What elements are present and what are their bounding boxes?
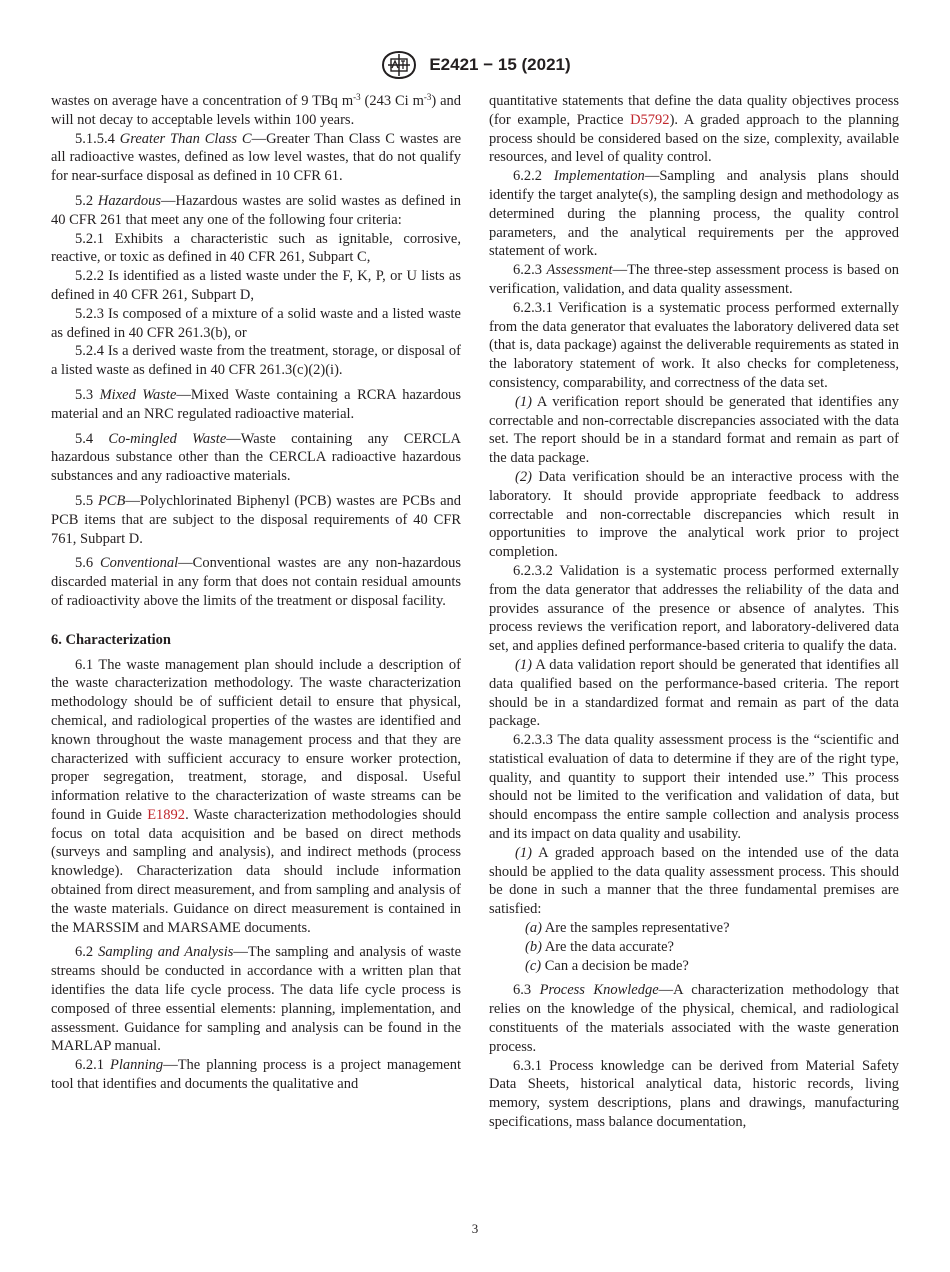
paragraph-5-3: 5.3 Mixed Waste—Mixed Waste containing a RCRA hazardous material and an NRC regulated radioactive material. [51,386,461,422]
left-column [51,92,461,1094]
paragraph-5-2-1: 5.2.1 Exhibits a characteristic such as ignitable, corrosive, reactive, or toxic as defined in 40 CFR 261, Subpart C, [51,230,461,266]
paragraph-5-1-5-4: 5.1.5.4 Greater Than Class C—Greater Than Class C wastes are all radioactive wastes, defined as low level wastes, that do not qualify for near-surface disposal as defined in 10 CFR 61. [51,130,462,185]
paragraph-6-2-3-1-item-2: (2) Data verification should be an interactive process with the laboratory. It should provide appropriate feedback to address correctable and non-correctable discrepancies which result in opportunities to improve the analytical work prior to project completion. [489,468,899,561]
standard-designation: E2421 − 15 (2021) [429,55,571,74]
list-item-b: (b) Are the data accurate? [525,938,674,955]
astm-logo-icon [379,50,419,80]
paragraph-5-2-4: 5.2.4 Is a derived waste from the treatment, storage, or disposal of a listed waste as defined in 40 CFR 261.3(c)(2)(i). [51,343,461,379]
paragraph-6-2-1-continued: quantitative statements that define the data quality objectives process (for example, Practice D5792). A graded approach to the planning process should be considered based on the size, complexity, available resources, and level of quality control. [489,93,900,166]
list-item-a: (a) Are the samples representative? [525,920,730,937]
paragraph-6-2-3-2: 6.2.3.2 Validation is a systematic process performed externally from the data generator that addresses the reliability of the data and provides assurance of the presence or absence of analytes. This process reviews the verification report, and laboratory-delivered data set, and applies defined performance-based criteria to qualify the data. [489,562,899,655]
paragraph-5-2-3: 5.2.3 Is composed of a mixture of a solid waste and a listed waste as defined in 40 CFR 261.3(b), or [51,305,461,341]
paragraph-6-2-3-1: 6.2.3.1 Verification is a systematic process performed externally from the data generator that evaluates the laboratory delivered data set (that is, data package) against the deliverable requirements as stated in the laboratory statement of work. It also checks for completeness, consistency, comparability, and correctness of the data set. [489,299,899,391]
paragraph-6-2-1: 6.2.1 Planning—The planning process is a project management tool that identifies and documents the qualitative and [51,1057,461,1093]
page-number: 3 [471,1221,479,1236]
paragraph-5-6: 5.6 Conventional—Conventional wastes are any non-hazardous discarded material in any form that does not contain residual amounts of radioactivity above the limits of the treatment or disposal facility. [51,555,461,609]
paragraph-6-3: 6.3 Process Knowledge—A characterization methodology that relies on the knowledge of the physical, chemical, and radiological constituents of the materials associated with the waste generation process. [489,982,899,1055]
paragraph-6-1: 6.1 The waste management plan should include a description of the waste characterization methodology. The waste characterization methodology should be of sufficient detail to ensure that physical, chemical, and radiological properties of the wastes are identified and known throughout the waste management process and that they are characterized with sufficient accuracy to ensure worker protection, proper segregation, treatment, storage, and disposal. Useful information relative to the characterization of waste streams can be found in Guide E1892. Waste characterization methodologies should focus on total data acquisition and be based on direct methods (surveys and sampling and analysis), and indirect methods (process knowledge). Characterization data should include information obtained from direct measurement, and from sampling and analysis of the waste materials. Guidance on direct measurement is contained in the MARSSIM and MARSAME documents. [51,656,461,936]
paragraph-6-2-3-3-item-1: (1) A graded approach based on the intended use of the data should be applied to the data quality assessment process. This should be done in such a manner that the three fundamental premises are satisfied: [489,844,899,918]
page-header [0,50,950,80]
paragraph-5-4: 5.4 Co-mingled Waste—Waste containing any CERCLA hazardous substance other than the CERCLA radioactive hazardous substances and any radioactive materials. [51,430,462,485]
paragraph-6-2-3-1-item-1: (1) A verification report should be generated that identifies any correctable and non-correctable discrepancies associated with the data set. The report should be in a standard format and remain as part of the data package. [489,393,899,467]
paragraph-5-2-2: 5.2.2 Is identified as a listed waste under the F, K, P, or U lists as defined in 40 CFR 261, Subpart D, [51,268,461,303]
paragraph-6-2: 6.2 Sampling and Analysis—The sampling and analysis of waste streams should be conducted in accordance with a written plan that identifies the data life cycle process. The data life cycle process is composed of three essential elements: planning, implementation, and assessment. Guidance for sampling and analysis can be found in the MARLAP manual. [51,944,462,1055]
paragraph-6-2-3-3: 6.2.3.3 The data quality assessment process is the “scientific and statistical evaluation of data to determine if they are of the right type, quality, and quantity to support their intended use.” This process should not be limited to the verification and validation of data, but should encompass the entire sample collection and analysis process and its impact on data quality and usability. [489,732,899,843]
paragraph-5-2: 5.2 Hazardous—Hazardous wastes are solid wastes as defined in 40 CFR 261 that meet any one of the following four criteria: [51,192,461,228]
paragraph-6-2-2: 6.2.2 Implementation—Sampling and analysis plans should identify the target analyte(s), the sampling design and methodology as determined during the planning process, the quality control parameters, and the analytical requirements per the approved statement of work. [489,168,900,260]
reference-link-d5792[interactable]: D5792 [630,111,670,128]
paragraph-6-3-1: 6.3.1 Process knowledge can be derived from Material Safety Data Sheets, historical analytical data, historic records, living memory, system descriptions, plans and drawings, manufacturing specifications, mass balance documentation, [489,1057,899,1131]
right-column [489,92,899,1132]
paragraph-5-5: 5.5 PCB—Polychlorinated Biphenyl (PCB) wastes are PCBs and PCB items that are subject to the disposal requirements of 40 CFR 761, Subpart D. [51,492,462,547]
paragraph-5-1-5-3-continued: wastes on average have a concentration of 9 TBq $m^{-3}$ (243 Ci $m^{-3}$) and will not decay to acceptable levels within 100 years. [51,92,462,128]
paragraph-6-2-3-2-item-1: (1) A data validation report should be generated that identifies all data qualified based on the performance-based criteria. The report should be in a standardized format and remain as part of the data package. [489,656,899,730]
section-heading-characterization: 6. Characterization [51,631,171,648]
paragraph-6-2-3: 6.2.3 Assessment—The three-step assessment process is based on verification, validation, and data quality assessment. [489,262,899,297]
reference-link-e1892[interactable]: E1892 [147,806,186,823]
list-item-c: (c) Can a decision be made? [525,957,689,974]
